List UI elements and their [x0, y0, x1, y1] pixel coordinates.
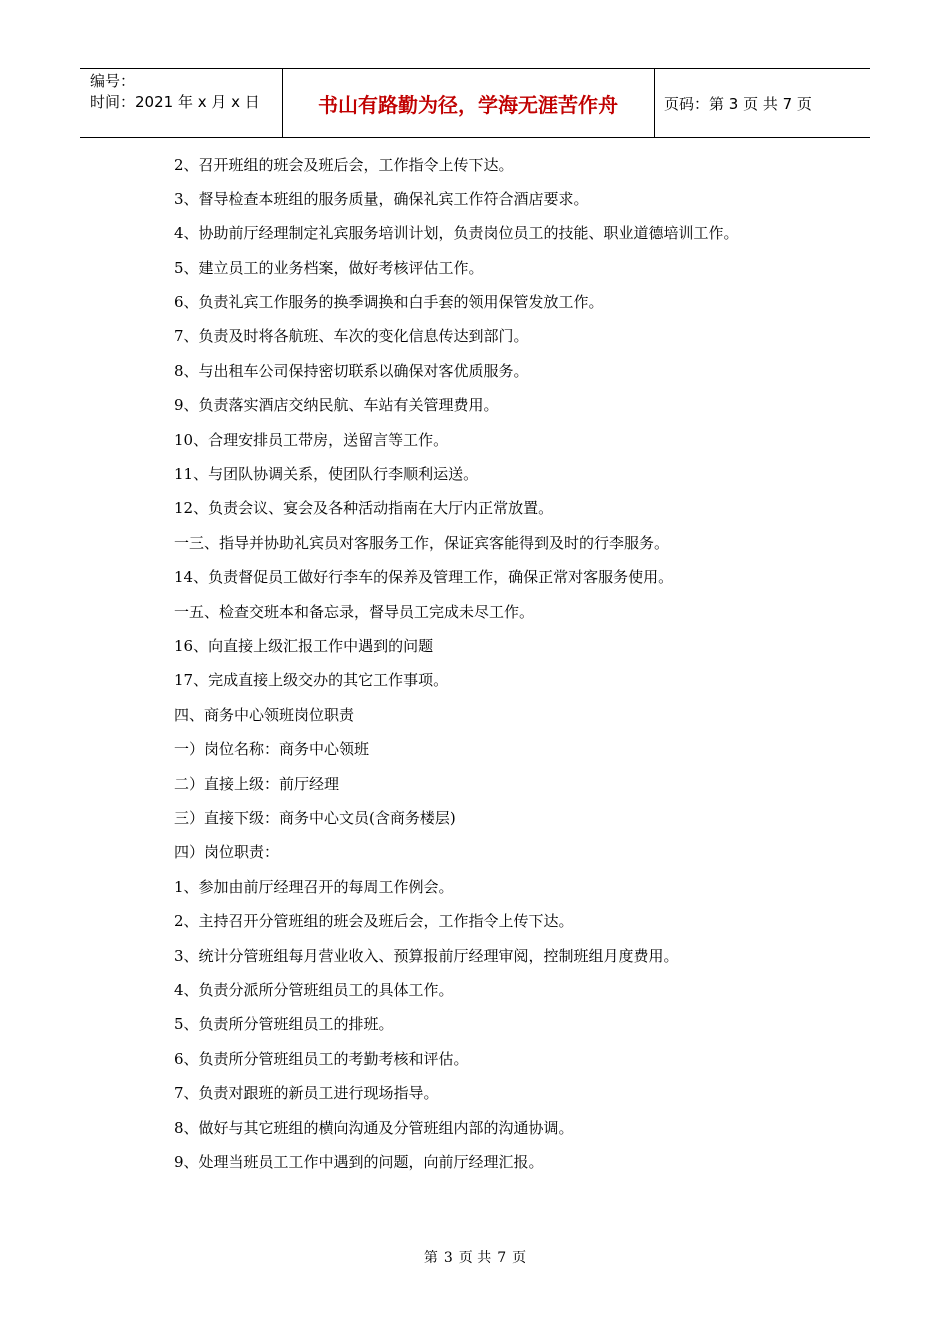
body-line: 2、主持召开分管班组的班会及班后会，工作指令上传下达。	[174, 912, 574, 930]
body-line: 二）直接上级：前厅经理	[174, 775, 340, 793]
body-line: 3、督导检查本班组的服务质量，确保礼宾工作符合酒店要求。	[174, 190, 589, 208]
header-motto: 书山有路勤为径，学海无涯苦作舟	[318, 92, 618, 117]
body-line: 7、负责对跟班的新员工进行现场指导。	[174, 1084, 439, 1102]
footer-total-pages: 7	[497, 1250, 507, 1266]
header-divider	[654, 69, 655, 137]
body-line: 4、协助前厅经理制定礼宾服务培训计划，负责岗位员工的技能、职业道德培训工作。	[174, 224, 739, 242]
header-meta	[90, 71, 280, 113]
footer-suffix: 页	[512, 1250, 527, 1266]
document-date: 时间：2021 年 x 月 x 日	[90, 93, 260, 111]
body-line: 1、参加由前厅经理召开的每周工作例会。	[174, 878, 454, 896]
section-heading: 四、商务中心领班岗位职责	[174, 706, 355, 724]
body-line: 5、负责所分管班组员工的排班。	[174, 1015, 394, 1033]
footer-prefix: 第	[423, 1250, 438, 1266]
body-line: 6、负责礼宾工作服务的换季调换和白手套的领用保管发放工作。	[174, 293, 604, 311]
body-line: 8、做好与其它班组的横向沟通及分管班组内部的沟通协调。	[174, 1119, 574, 1137]
body-line: 四）岗位职责：	[174, 843, 280, 861]
body-line: 9、处理当班员工工作中遇到的问题，向前厅经理汇报。	[174, 1153, 544, 1171]
body-line: 14、负责督促员工做好行李车的保养及管理工作，确保正常对客服务使用。	[174, 568, 674, 586]
page-footer	[0, 1247, 950, 1267]
body-line: 17、完成直接上级交办的其它工作事项。	[174, 671, 449, 689]
body-line: 一三、指导并协助礼宾员对客服务工作，保证宾客能得到及时的行李服务。	[174, 534, 670, 552]
body-line: 16、向直接上级汇报工作中遇到的问题	[174, 637, 434, 655]
body-line: 3、统计分管班组每月营业收入、预算报前厅经理审阅，控制班组月度费用。	[174, 947, 679, 965]
body-line: 9、负责落实酒店交纳民航、车站有关管理费用。	[174, 396, 499, 414]
footer-page-number: 3	[443, 1250, 453, 1266]
body-line: 11、与团队协调关系，使团队行李顺利运送。	[174, 465, 479, 483]
body-line: 12、负责会议、宴会及各种活动指南在大厅内正常放置。	[174, 499, 554, 517]
document-number-label: 编号：	[90, 72, 136, 90]
body-line: 4、负责分派所分管班组员工的具体工作。	[174, 981, 454, 999]
body-line: 6、负责所分管班组员工的考勤考核和评估。	[174, 1050, 469, 1068]
header-page-info: 页码：第 3 页 共 7 页	[664, 94, 812, 113]
body-line: 一）岗位名称：商务中心领班	[174, 740, 370, 758]
footer-mid: 页 共	[458, 1250, 492, 1266]
body-line: 一五、检查交班本和备忘录，督导员工完成未尽工作。	[174, 603, 535, 621]
body-line: 2、召开班组的班会及班后会，工作指令上传下达。	[174, 156, 514, 174]
body-line: 10、合理安排员工带房，送留言等工作。	[174, 431, 449, 449]
body-line: 7、负责及时将各航班、车次的变化信息传达到部门。	[174, 327, 529, 345]
body-line: 8、与出租车公司保持密切联系以确保对客优质服务。	[174, 362, 529, 380]
body-line: 三）直接下级：商务中心文员(含商务楼层)	[174, 809, 456, 827]
page-header	[80, 68, 870, 138]
body-line: 5、建立员工的业务档案，做好考核评估工作。	[174, 259, 484, 277]
